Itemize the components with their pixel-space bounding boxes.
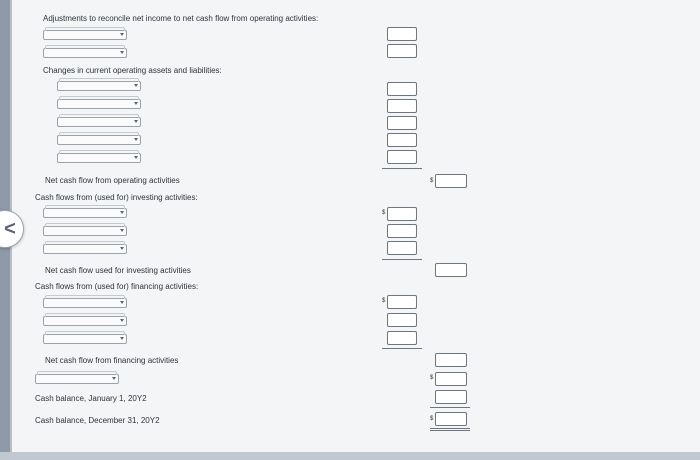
net-change-amount[interactable] [435,372,467,386]
cash-dec-amount[interactable] [435,412,467,426]
chevron-down-icon [120,319,124,322]
investing-select-2[interactable] [43,226,127,236]
adjustments-label: Adjustments to reconcile net income to net cash flow from operating activities: [43,14,319,23]
chevron-down-icon [134,102,138,105]
change-amount-4[interactable] [387,133,417,147]
investing-select-3[interactable] [43,244,127,254]
currency-symbol: $ [430,178,434,184]
adjustment-amount-2[interactable] [387,44,417,58]
chevron-down-icon [120,51,124,54]
net-investing-label: Net cash flow used for investing activities [45,266,191,275]
worksheet [10,0,700,452]
chevron-down-icon [120,229,124,232]
financing-amount-2[interactable] [387,313,417,327]
change-amount-1[interactable] [387,82,417,96]
change-select-3[interactable] [57,117,141,127]
financing-select-3[interactable] [43,334,127,344]
chevron-down-icon [120,247,124,250]
chevron-down-icon [120,337,124,340]
cash-dec-label: Cash balance, December 31, 20Y2 [35,416,160,425]
cash-jan-label: Cash balance, January 1, 20Y2 [35,394,147,403]
chevron-down-icon [134,120,138,123]
change-amount-2[interactable] [387,99,417,113]
financing-amount-1[interactable] [387,295,417,309]
change-amount-3[interactable] [387,116,417,130]
currency-symbol: $ [430,416,434,422]
adjustment-select-2[interactable] [43,48,127,58]
bottom-bar [0,452,700,460]
investing-header-label: Cash flows from (used for) investing activities: [35,193,198,202]
total-double-underline-1 [430,428,470,429]
investing-amount-1[interactable] [387,207,417,221]
total-double-underline-2 [430,430,470,431]
change-select-5[interactable] [57,153,141,163]
change-select-4[interactable] [57,135,141,145]
subtotal-underline [382,259,422,260]
chevron-down-icon [134,84,138,87]
subtotal-underline [382,348,422,349]
change-amount-5[interactable] [387,150,417,164]
currency-symbol: $ [430,375,434,381]
chevron-down-icon [120,211,124,214]
chevron-down-icon [120,301,124,304]
net-financing-amount[interactable] [435,353,467,367]
subtotal-underline [382,168,422,169]
financing-header-label: Cash flows from (used for) financing activities: [35,282,199,291]
net-operating-label: Net cash flow from operating activities [45,176,180,185]
investing-amount-2[interactable] [387,224,417,238]
change-select-1[interactable] [57,81,141,91]
currency-symbol: $ [382,210,386,216]
financing-select-1[interactable] [43,298,127,308]
investing-select-1[interactable] [43,208,127,218]
financing-select-2[interactable] [43,316,127,326]
financing-amount-3[interactable] [387,331,417,345]
adjustment-amount-1[interactable] [387,27,417,41]
cash-jan-amount[interactable] [435,390,467,404]
investing-amount-3[interactable] [387,241,417,255]
change-select-2[interactable] [57,99,141,109]
net-operating-amount[interactable] [435,174,467,188]
chevron-down-icon [134,138,138,141]
chevron-left-icon: < [4,217,16,240]
currency-symbol: $ [382,298,386,304]
adjustment-select-1[interactable] [43,30,127,40]
net-investing-amount[interactable] [435,263,467,277]
chevron-down-icon [134,156,138,159]
net-financing-label: Net cash flow from financing activities [45,356,179,365]
net-change-select[interactable] [35,374,119,384]
total-underline [430,407,470,408]
changes-current-label: Changes in current operating assets and liabilities: [43,66,222,75]
chevron-down-icon [120,33,124,36]
chevron-down-icon [112,377,116,380]
